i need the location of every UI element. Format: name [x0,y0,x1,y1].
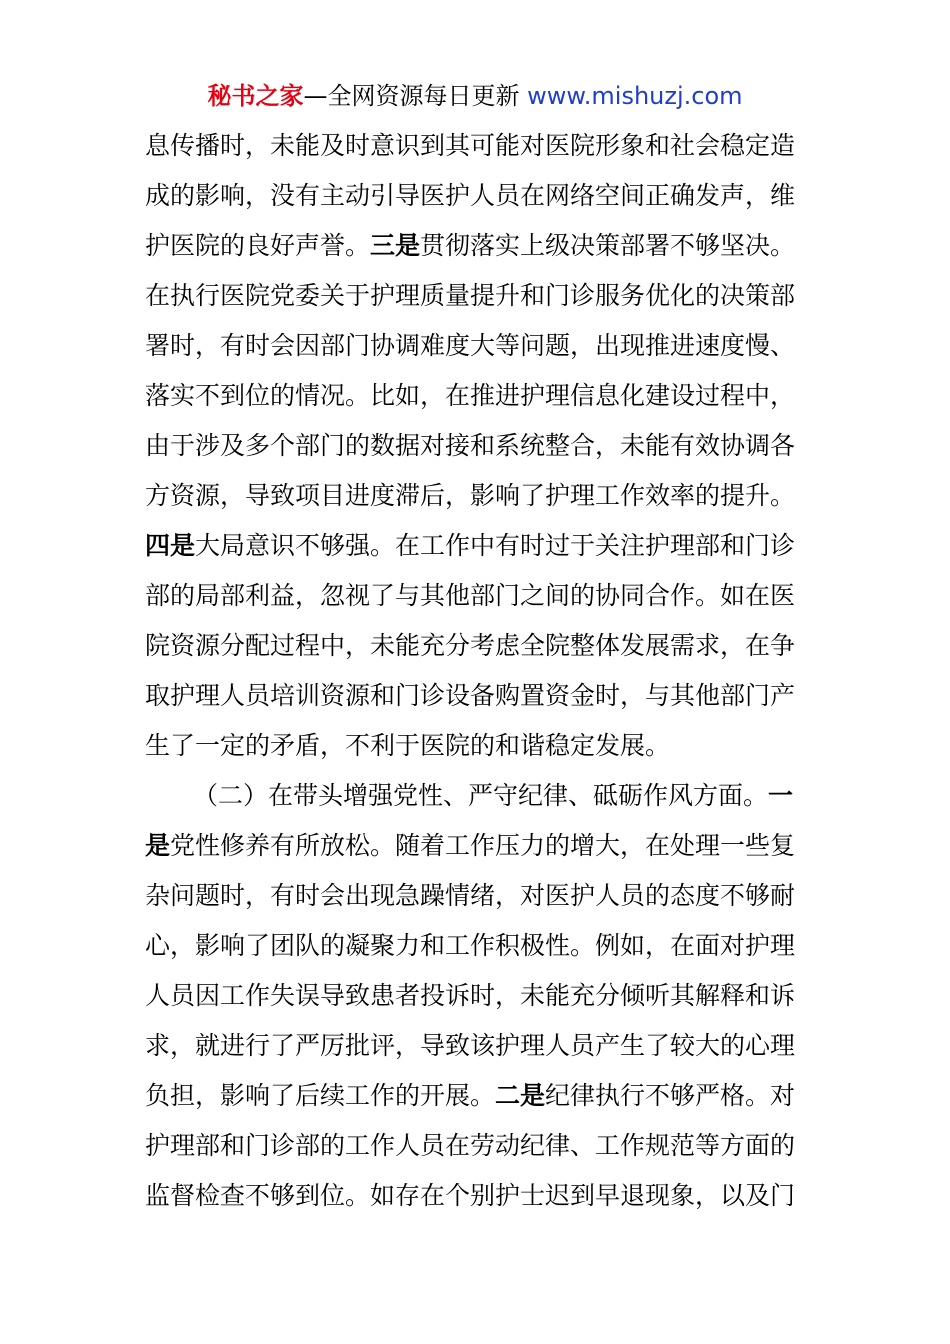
text-line: 杂问题时，有时会出现急躁情绪，对医护人员的态度不够耐 [145,881,795,910]
section-heading-line: （二）在带头增强党性、严守纪律、砥砺作风方面。一 [193,781,794,810]
brand-name: 秘书之家 [207,82,304,110]
text-line: 由于涉及多个部门的数据对接和系统整合，未能有效协调各 [145,431,795,460]
bold-marker: 二是 [495,1081,546,1110]
text-line: 署时，有时会因部门协调难度大等问题，出现推进速度慢、 [145,331,795,360]
header-tagline: —全网资源每日更新 [303,82,528,110]
text-line: 人员因工作失误导致患者投诉时，未能充分倾听其解释和诉 [145,981,795,1010]
text-line: 护理部和门诊部的工作人员在劳动纪律、工作规范等方面的 [145,1131,795,1160]
text-line: 四是大局意识不够强。在工作中有时过于关注护理部和门诊 [145,531,795,560]
bold-marker: 是 [145,831,171,860]
site-header [0,80,950,112]
text-line: 心，影响了团队的凝聚力和工作积极性。例如，在面对护理 [145,931,795,960]
bold-marker: 四是 [145,531,196,560]
site-url-link[interactable]: www.mishuzj.com [527,82,743,110]
text-line: 负担，影响了后续工作的开展。二是纪律执行不够严格。对 [145,1081,795,1110]
bold-marker: 一 [768,781,794,810]
text-line: 息传播时，未能及时意识到其可能对医院形象和社会稳定造 [145,131,795,160]
document-body [145,121,795,1221]
text-line: 成的影响，没有主动引导医护人员在网络空间正确发声，维 [145,181,795,210]
text-line: 取护理人员培训资源和门诊设备购置资金时，与其他部门产 [145,681,795,710]
text-line: 在执行医院党委关于护理质量提升和门诊服务优化的决策部 [145,281,795,310]
text-line: 是党性修养有所放松。随着工作压力的增大，在处理一些复 [145,831,795,860]
text-line: 方资源，导致项目进度滞后，影响了护理工作效率的提升。 [145,481,795,510]
text-line: 生了一定的矛盾，不利于医院的和谐稳定发展。 [145,731,671,760]
text-line: 院资源分配过程中，未能充分考虑全院整体发展需求，在争 [145,631,795,660]
text-line: 部的局部利益，忽视了与其他部门之间的协同合作。如在医 [145,581,795,610]
text-line: 监督检查不够到位。如存在个别护士迟到早退现象，以及门 [145,1181,795,1210]
text-line: 护医院的良好声誉。三是贯彻落实上级决策部署不够坚决。 [145,231,795,260]
text-line: 求，就进行了严厉批评，导致该护理人员产生了较大的心理 [145,1031,795,1060]
text-line: 落实不到位的情况。比如，在推进护理信息化建设过程中， [145,381,795,410]
bold-marker: 三是 [370,231,421,260]
